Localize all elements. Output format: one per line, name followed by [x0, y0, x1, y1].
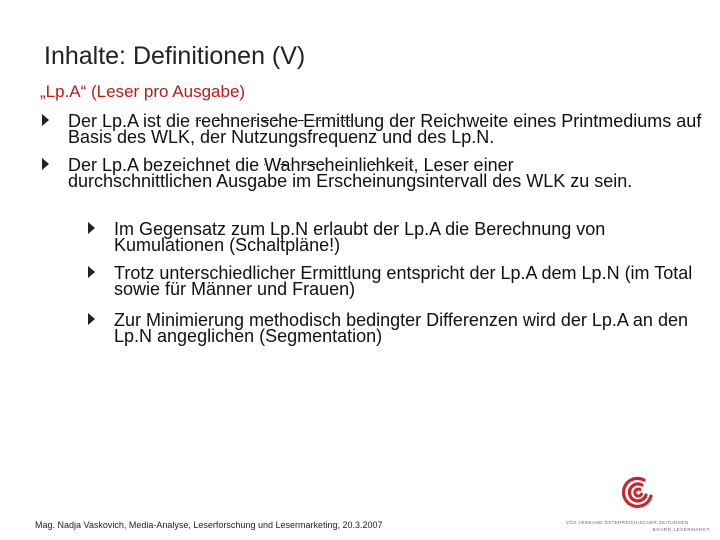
bullet-text-part: der Reichweite eines Printmediums auf Basis des WLK, der Nutzungsfrequenz und des Lp.N.	[68, 111, 702, 147]
sub-bullet-item	[88, 312, 698, 344]
slide-subtitle: „Lp.A“ (Leser pro Ausgabe)	[40, 82, 246, 101]
bullet-arrow-icon	[42, 113, 68, 126]
slide-footer: Mag. Nadja Vaskovich, Media-Analyse, Leserforschung und Lesermarketing, 20.3.2007	[35, 520, 383, 530]
spiral-logo-icon	[620, 474, 656, 510]
bullet-text-part: Der Lp.A bezeichnet die	[68, 155, 265, 175]
bullet-text-part: Der Lp.A ist die	[68, 111, 196, 131]
sub-bullet-item	[88, 265, 698, 297]
bullet-item	[42, 113, 712, 145]
bullet-item	[42, 157, 642, 189]
logo-text-organization: VÖZ VERBAND ÖSTERREICHISCHER ZEITUNGEN	[566, 520, 689, 525]
bullet-text	[68, 113, 712, 145]
bullet-underlined-term: rechnerische Ermittlung	[195, 111, 385, 131]
bullet-arrow-icon	[42, 157, 68, 170]
slide-title: Inhalte: Definitionen (V)	[44, 42, 306, 70]
sub-bullet-text: Zur Minimierung methodisch bedingter Differenzen wird der Lp.A an den Lp.N angeglichen (Segmentation)	[114, 310, 688, 346]
bullet-arrow-icon	[88, 312, 114, 325]
bullet-text-part: , Leser einer durchschnittlichen Ausgabe im Erscheinungsintervall des WLK zu sein.	[68, 155, 633, 191]
sub-bullet-text: Trotz unterschiedlicher Ermittlung entspricht der Lp.A dem Lp.N (im Total sowie für Männer und Frauen)	[114, 263, 693, 299]
bullet-text	[68, 157, 642, 189]
bullet-underlined-term: Wahrscheinlichkeit	[264, 155, 414, 175]
bullet-arrow-icon	[88, 265, 114, 278]
logo-text-board: BOARD LESERMARKT	[652, 527, 710, 532]
bullet-arrow-icon	[88, 221, 114, 234]
sub-bullet-text: Im Gegensatz zum Lp.N erlaubt der Lp.A die Berechnung von Kumulationen (Schaltpläne!)	[114, 219, 606, 255]
sub-bullet-item	[88, 221, 698, 253]
